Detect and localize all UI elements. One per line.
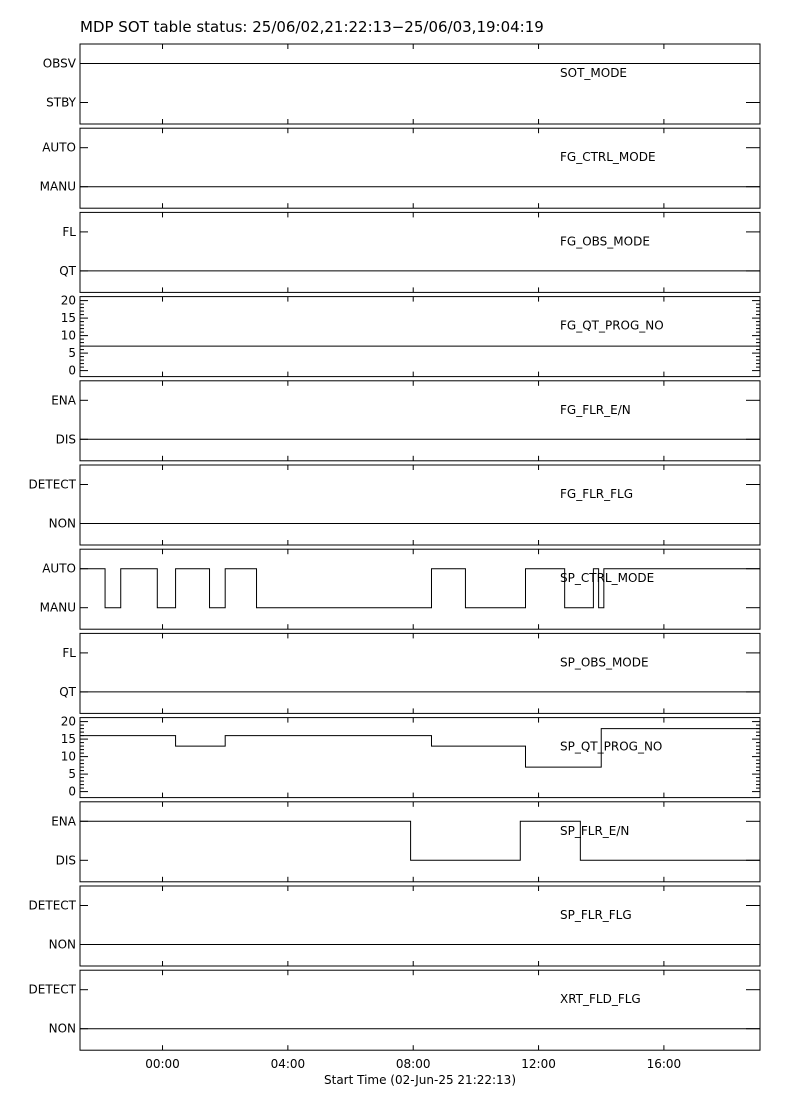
panel-frame xyxy=(80,970,760,1050)
y-tick-label: AUTO xyxy=(42,140,76,155)
y-tick-label: 10 xyxy=(60,749,76,764)
panel-frame xyxy=(80,633,760,713)
y-tick-label: 20 xyxy=(60,293,76,308)
panel-frame xyxy=(80,44,760,124)
series-label: SOT_MODE xyxy=(560,66,628,80)
y-tick-label: DIS xyxy=(55,432,76,447)
panel-fg-ctrl-mode xyxy=(40,128,760,208)
panel-sp-obs-mode xyxy=(59,633,760,713)
series-label: SP_FLR_FLG xyxy=(560,908,632,922)
y-tick-label: 0 xyxy=(68,363,76,378)
series-label: FG_FLR_E/N xyxy=(560,402,631,417)
y-tick-label: NON xyxy=(48,937,76,952)
y-tick-label: DETECT xyxy=(28,477,76,492)
panel-sot-mode xyxy=(43,44,760,124)
y-tick-label: 5 xyxy=(68,767,76,782)
y-tick-label: AUTO xyxy=(42,561,76,576)
y-tick-label: DIS xyxy=(55,853,76,868)
y-tick-label: STBY xyxy=(46,95,76,110)
y-tick-label: FL xyxy=(62,645,76,660)
panel-xrt-fld-flg xyxy=(29,970,760,1050)
panel-frame xyxy=(80,549,760,629)
panel-frame xyxy=(80,886,760,966)
panel-frame xyxy=(80,128,760,208)
series-line-sp-ctrl-mode xyxy=(80,569,760,608)
y-tick-label: QT xyxy=(59,684,76,699)
panel-sp-flr-flg xyxy=(29,886,760,966)
series-label: FG_FLR_FLG xyxy=(560,487,634,501)
panel-sp-flr-e-n xyxy=(51,802,760,882)
y-tick-label: MANU xyxy=(39,179,76,194)
panel-frame xyxy=(80,718,760,798)
panel-sp-ctrl-mode xyxy=(40,549,760,629)
y-tick-label: ENA xyxy=(51,393,76,408)
series-label: SP_QT_PROG_NO xyxy=(560,739,663,754)
y-tick-label: OBSV xyxy=(42,56,76,71)
y-tick-label: 20 xyxy=(60,714,76,729)
y-tick-label: DETECT xyxy=(28,982,76,997)
x-axis-label: Start Time (02-Jun-25 21:22:13) xyxy=(324,1073,516,1087)
y-tick-label: 10 xyxy=(60,328,76,343)
y-tick-label: NON xyxy=(48,1021,76,1036)
x-tick-label: 08:00 xyxy=(395,1057,431,1072)
series-label: SP_OBS_MODE xyxy=(560,655,649,670)
panel-frame xyxy=(80,297,760,377)
y-tick-label: ENA xyxy=(51,814,76,829)
y-tick-label: 15 xyxy=(60,732,76,747)
panel-fg-obs-mode xyxy=(59,212,760,292)
x-tick-label: 04:00 xyxy=(270,1057,306,1072)
panel-frame xyxy=(80,465,760,545)
y-tick-label: FL xyxy=(62,224,76,239)
panel-fg-flr-flg xyxy=(29,465,760,545)
series-label: FG_QT_PROG_NO xyxy=(560,318,664,333)
series-label: FG_CTRL_MODE xyxy=(560,150,656,165)
panel-fg-flr-e-n xyxy=(51,381,760,461)
y-tick-label: 15 xyxy=(60,311,76,326)
y-tick-label: MANU xyxy=(39,600,76,615)
panel-sp-qt-prog-no xyxy=(61,715,760,799)
y-tick-label: QT xyxy=(59,263,76,278)
panel-frame xyxy=(80,802,760,882)
series-label: FG_OBS_MODE xyxy=(560,234,650,249)
figure-title: MDP SOT table status: 25/06/02,21:22:13−25/06/03,19:04:19 xyxy=(80,18,544,36)
y-tick-label: 0 xyxy=(68,784,76,799)
series-label: SP_CTRL_MODE xyxy=(560,571,655,586)
panel-fg-qt-prog-no xyxy=(61,294,760,378)
x-tick-label: 16:00 xyxy=(646,1057,682,1072)
series-line-sp-flr-e-n xyxy=(80,821,760,860)
y-tick-label: 5 xyxy=(68,346,76,361)
x-tick-label: 00:00 xyxy=(145,1057,180,1072)
series-label: SP_FLR_E/N xyxy=(560,823,630,838)
panel-frame xyxy=(80,212,760,292)
series-label: XRT_FLD_FLG xyxy=(560,992,641,1007)
x-tick-label: 12:00 xyxy=(521,1057,556,1072)
panel-frame xyxy=(80,381,760,461)
y-tick-label: DETECT xyxy=(28,898,76,913)
y-tick-label: NON xyxy=(48,516,76,531)
